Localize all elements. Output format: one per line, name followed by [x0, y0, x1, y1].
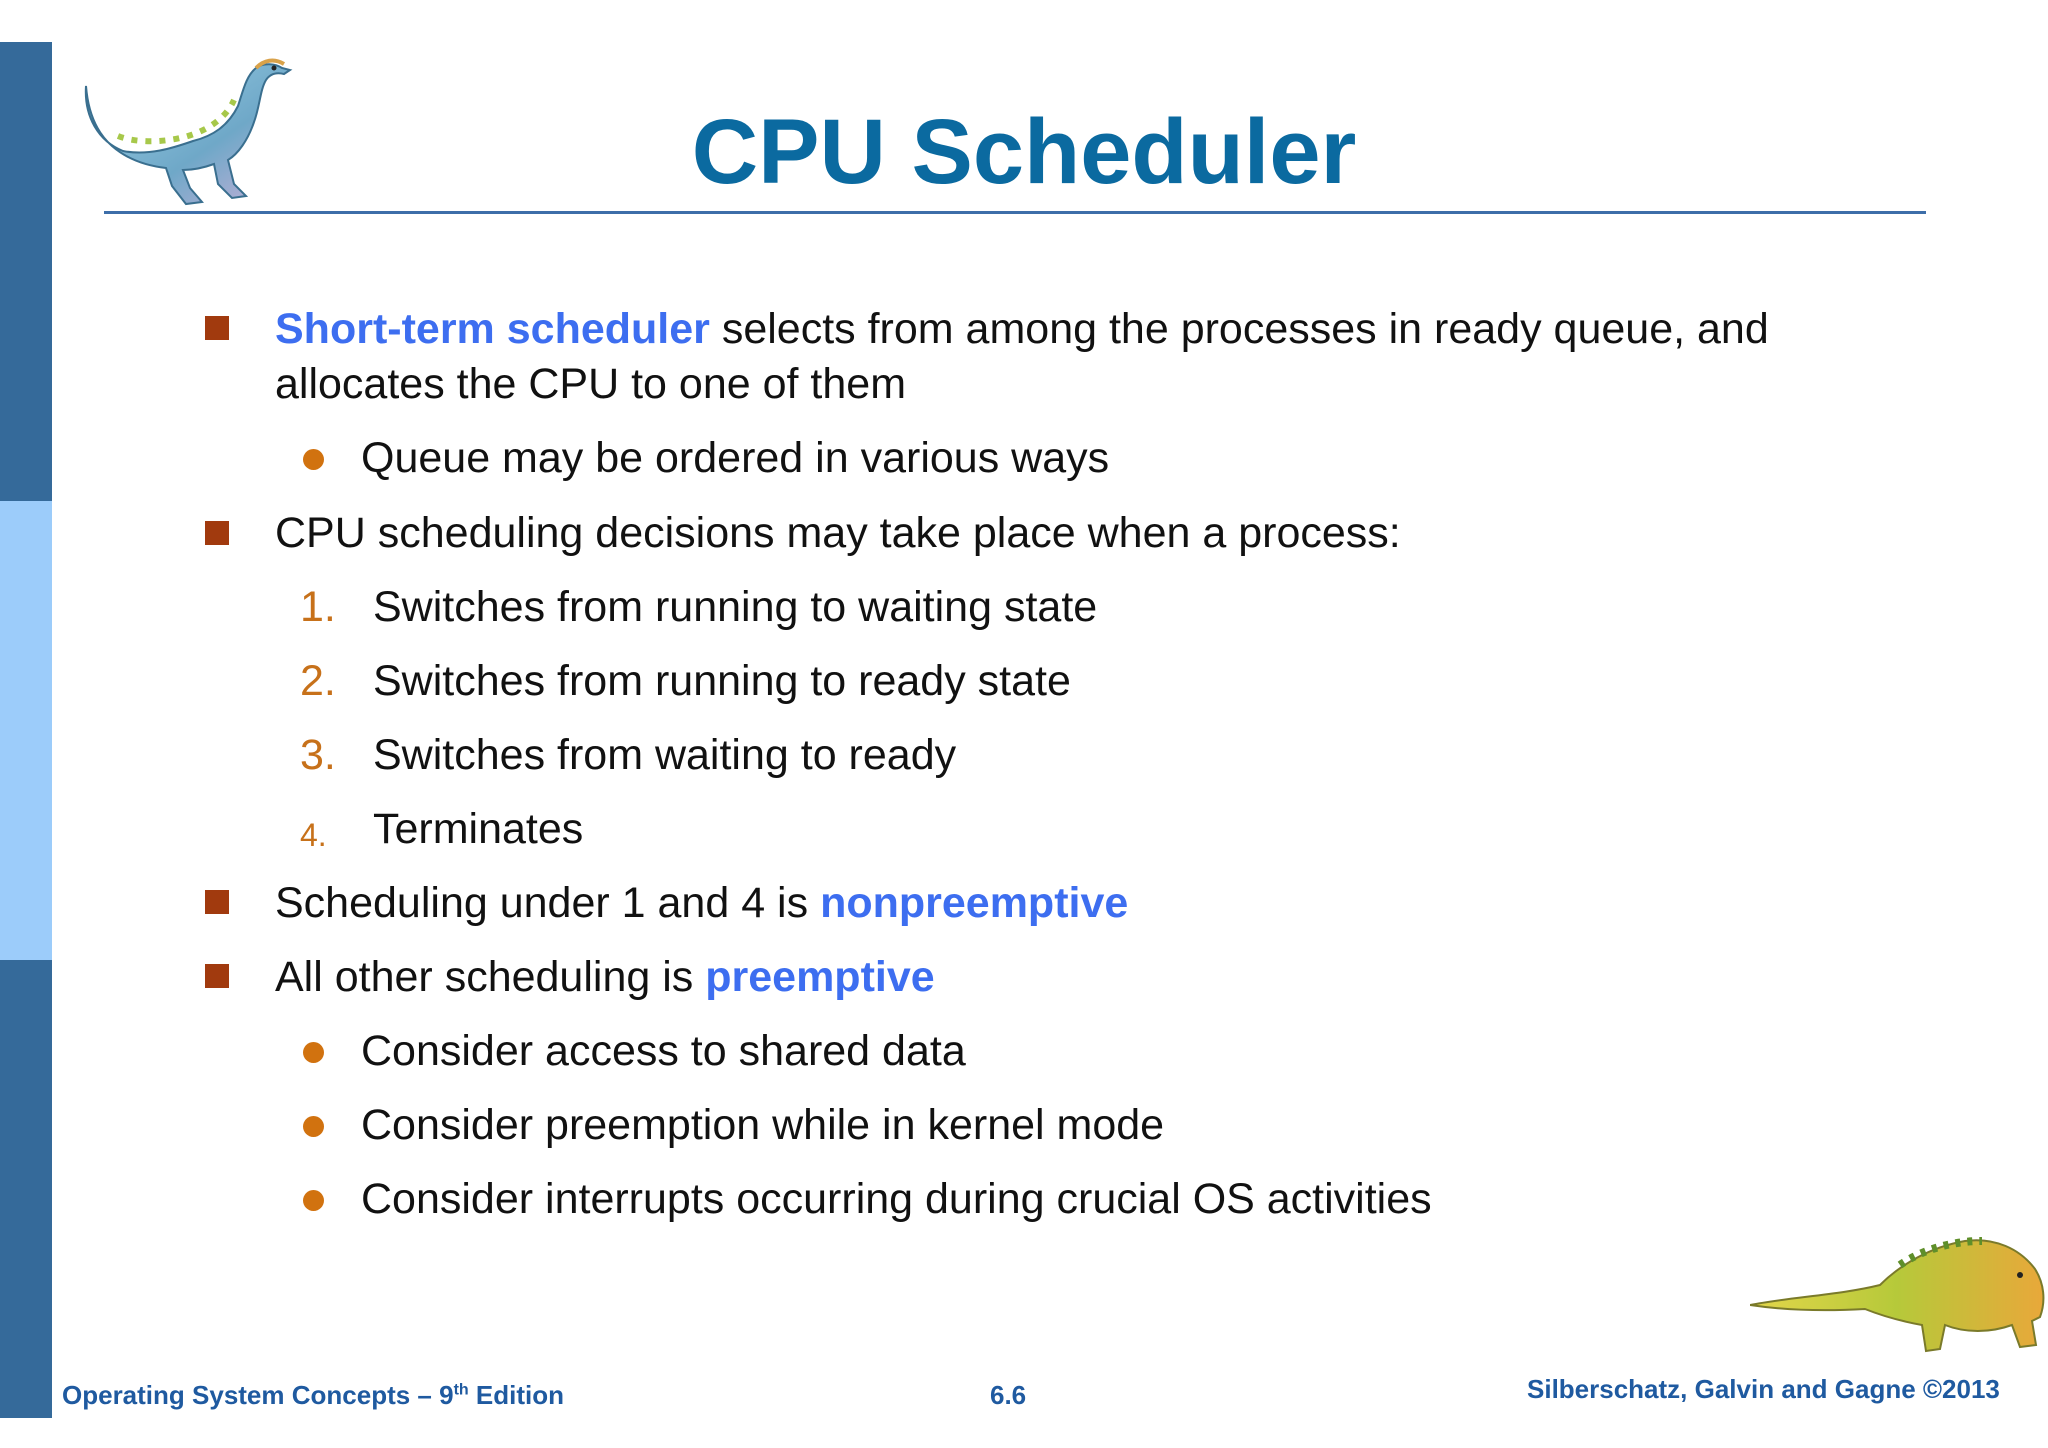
round-bullet-icon	[303, 1042, 324, 1063]
round-bullet-icon	[303, 449, 324, 470]
list-number-3: 3.	[300, 731, 336, 779]
footer-book-title	[62, 1380, 564, 1411]
sub-bullet-kernel-mode: Consider preemption while in kernel mode	[361, 1101, 1165, 1149]
bullet-2-text: CPU scheduling decisions may take place when a process:	[275, 509, 1401, 557]
list-item-2: Switches from running to ready state	[373, 657, 1071, 705]
footer-edition-superscript: th	[453, 1381, 469, 1399]
footer-edition-text: Edition	[468, 1380, 564, 1410]
list-item-1: Switches from running to waiting state	[373, 583, 1098, 631]
bullet-3	[275, 876, 1128, 931]
bullet-3-text: Scheduling under 1 and 4 is	[275, 879, 821, 927]
footer-book-title-text: Operating System Concepts – 9	[62, 1380, 454, 1410]
square-bullet-icon	[205, 890, 229, 914]
bullet-1-line-2: allocates the CPU to one of them	[275, 360, 907, 408]
bullet-4-text: All other scheduling is	[275, 953, 706, 1001]
bullet-4	[275, 950, 935, 1005]
round-bullet-icon	[303, 1116, 324, 1137]
list-number-2: 2.	[300, 657, 336, 705]
term-preemptive: preemptive	[705, 953, 935, 1001]
bullet-1-line-1	[275, 302, 1769, 357]
sub-bullet-queue-order: Queue may be ordered in various ways	[361, 434, 1110, 482]
footer-slide-number: 6.6	[990, 1380, 1027, 1410]
list-number-1: 1.	[300, 583, 336, 631]
sub-bullet-interrupts: Consider interrupts occurring during crucial OS activities	[361, 1175, 1432, 1223]
square-bullet-icon	[205, 964, 229, 988]
list-item-3: Switches from waiting to ready	[373, 731, 957, 779]
term-nonpreemptive: nonpreemptive	[820, 879, 1129, 927]
term-short-term-scheduler: Short-term scheduler	[275, 305, 710, 353]
list-item-4: Terminates	[373, 805, 584, 853]
round-bullet-icon	[303, 1190, 324, 1211]
footer-authors: Silberschatz, Galvin and Gagne ©2013	[1527, 1374, 2000, 1404]
list-number-4: 4.	[300, 817, 327, 853]
bullet-1-text: selects from among the processes in ready queue, and	[709, 305, 1769, 353]
square-bullet-icon	[205, 521, 229, 545]
slide-title: CPU Scheduler	[691, 101, 1357, 203]
sub-bullet-shared-data: Consider access to shared data	[361, 1027, 966, 1075]
square-bullet-icon	[205, 316, 229, 340]
